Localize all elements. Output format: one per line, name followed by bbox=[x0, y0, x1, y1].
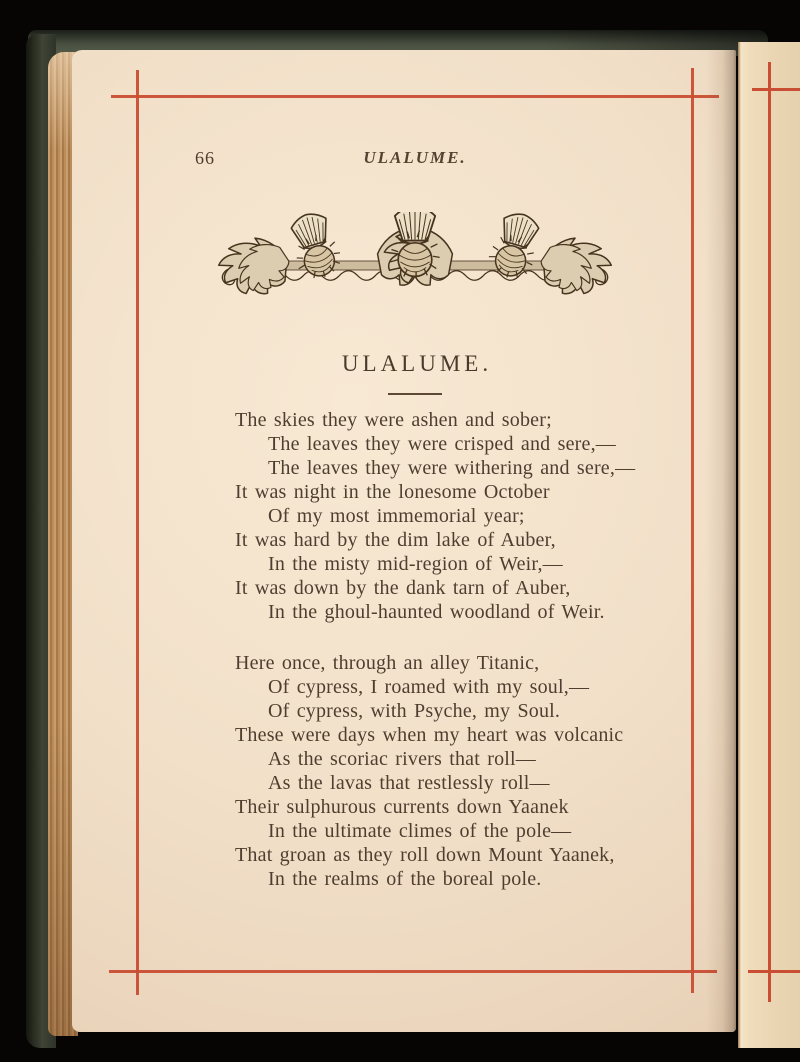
book-page-right-sliver bbox=[738, 42, 800, 1048]
poem-line: It was night in the lonesome October bbox=[235, 481, 550, 503]
poem-line: That groan as they roll down Mount Yaanek, bbox=[235, 844, 615, 866]
poem-line: In the ghoul-haunted woodland of Weir. bbox=[268, 601, 605, 623]
right-page-red-bottom-rule bbox=[748, 970, 800, 973]
book-page-left bbox=[72, 50, 736, 1032]
poem-line: The leaves they were crisped and sere,— bbox=[268, 433, 616, 455]
poem-line: Of cypress, I roamed with my soul,— bbox=[268, 676, 590, 698]
gutter-shadow bbox=[706, 50, 736, 1032]
stanza-2 bbox=[235, 651, 623, 891]
right-page-red-left-rule bbox=[768, 62, 771, 1002]
page-number: 66 bbox=[195, 148, 215, 168]
poem-line: Here once, through an alley Titanic, bbox=[235, 652, 540, 674]
poem-line: The leaves they were withering and sere,— bbox=[268, 457, 636, 479]
poem-line: As the lavas that restlessly roll— bbox=[268, 772, 550, 794]
poem-line: Of my most immemorial year; bbox=[268, 505, 525, 527]
right-page-red-top-rule bbox=[752, 88, 800, 91]
poem-line: The skies they were ashen and sober; bbox=[235, 409, 552, 431]
poem-line: As the scoriac rivers that roll— bbox=[268, 748, 536, 770]
poem-line: Their sulphurous currents down Yaanek bbox=[235, 796, 569, 818]
running-header: ULALUME. bbox=[363, 148, 467, 167]
poem-line: In the ultimate climes of the pole— bbox=[268, 820, 572, 842]
stanza-1 bbox=[235, 408, 635, 624]
thistle-ornament-icon bbox=[215, 212, 615, 306]
poem-title: ULALUME. bbox=[341, 351, 493, 376]
title-divider-rule bbox=[388, 393, 442, 395]
poem-line: In the misty mid-region of Weir,— bbox=[268, 553, 563, 575]
text-block bbox=[136, 50, 694, 1032]
poem-line: It was hard by the dim lake of Auber, bbox=[235, 529, 556, 551]
poem-line: Of cypress, with Psyche, my Soul. bbox=[268, 700, 561, 722]
poem-line: In the realms of the boreal pole. bbox=[268, 868, 542, 890]
poem-line: It was down by the dank tarn of Auber, bbox=[235, 577, 571, 599]
poem-line: These were days when my heart was volcanic bbox=[235, 724, 624, 746]
